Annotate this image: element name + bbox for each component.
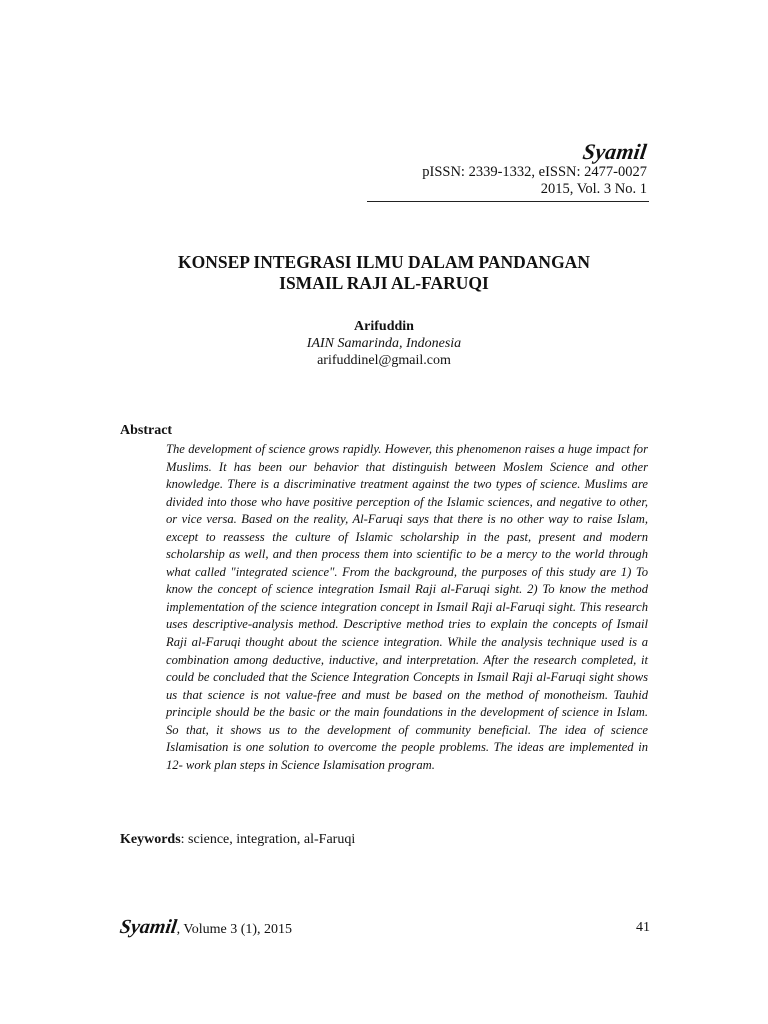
keywords [120,831,355,848]
footer-logo: Syamil [118,916,179,938]
journal-logo: Syamil [581,139,649,164]
page-footer [120,916,650,942]
abstract-heading: Abstract [120,423,173,438]
keywords-values: : science, integration, al-Faruqi [180,832,356,847]
abstract-text: The development of science grows rapidly. However, this phenomenon raises a huge impact for Muslims. It has been our behavior that distinguish between Moslem Science and other knowledge. There is a discriminative treatment against the two types of science. Muslims are divided into those who have positive perception of the Islamic sciences, and negative to other, or vice versa. Based on the reality, Al-Faruqi says that there is no other way to raise Islam, except to reassess the culture of Islamic scholarship in the past, present and modern scholarship as well, and then process them into scientific to be a mercy to the world through what called "integrated science". From the background, the purposes of this study are 1) To know the concept of science integration Ismail Raji al-Faruqi sight. 2) To know the method implementation of the science integration concept in Ismail Raji al-Faruqi sight. This research uses descriptive-analysis method. Descriptive method tries to explain the concepts of Ismail Raji al-Faruqi thought about the science integration. While the analysis technique used is a combination among deductive, inductive, and interpretation. After the research completed, it could be concluded that the Science Integration Concepts in Ismail Raji al-Faruqi sight shows us that science is not value-free and must be based on the method of monotheism. Tauhid principle should be the basic or the main foundations in the development of science in Islam. So that, it shows us to the development of community beneficial. The idea of science Islamisation is one solution to overcome the people problems. The ideas are implemented in 12- work plan steps in Science Islamisation program. [166,442,648,772]
keywords-label: Keywords [120,832,181,847]
journal-issn: pISSN: 2339-1332, eISSN: 2477-0027 [422,164,647,180]
author-affiliation: IAIN Samarinda, Indonesia [306,336,462,351]
journal-header [360,140,647,198]
page-number: 41 [636,920,650,935]
header-divider [367,201,649,202]
author-email: arifuddinel@gmail.com [317,353,451,368]
title-line-2: ISMAIL RAJI AL-FARUQI [279,273,489,293]
title-line-1: KONSEP INTEGRASI ILMU DALAM PANDANGAN [178,252,590,272]
author-block [80,318,688,369]
author-name: Arifuddin [354,319,414,334]
article-title [80,252,688,294]
journal-volume: 2015, Vol. 3 No. 1 [540,181,647,197]
footer-info: , Volume 3 (1), 2015 [176,922,293,937]
